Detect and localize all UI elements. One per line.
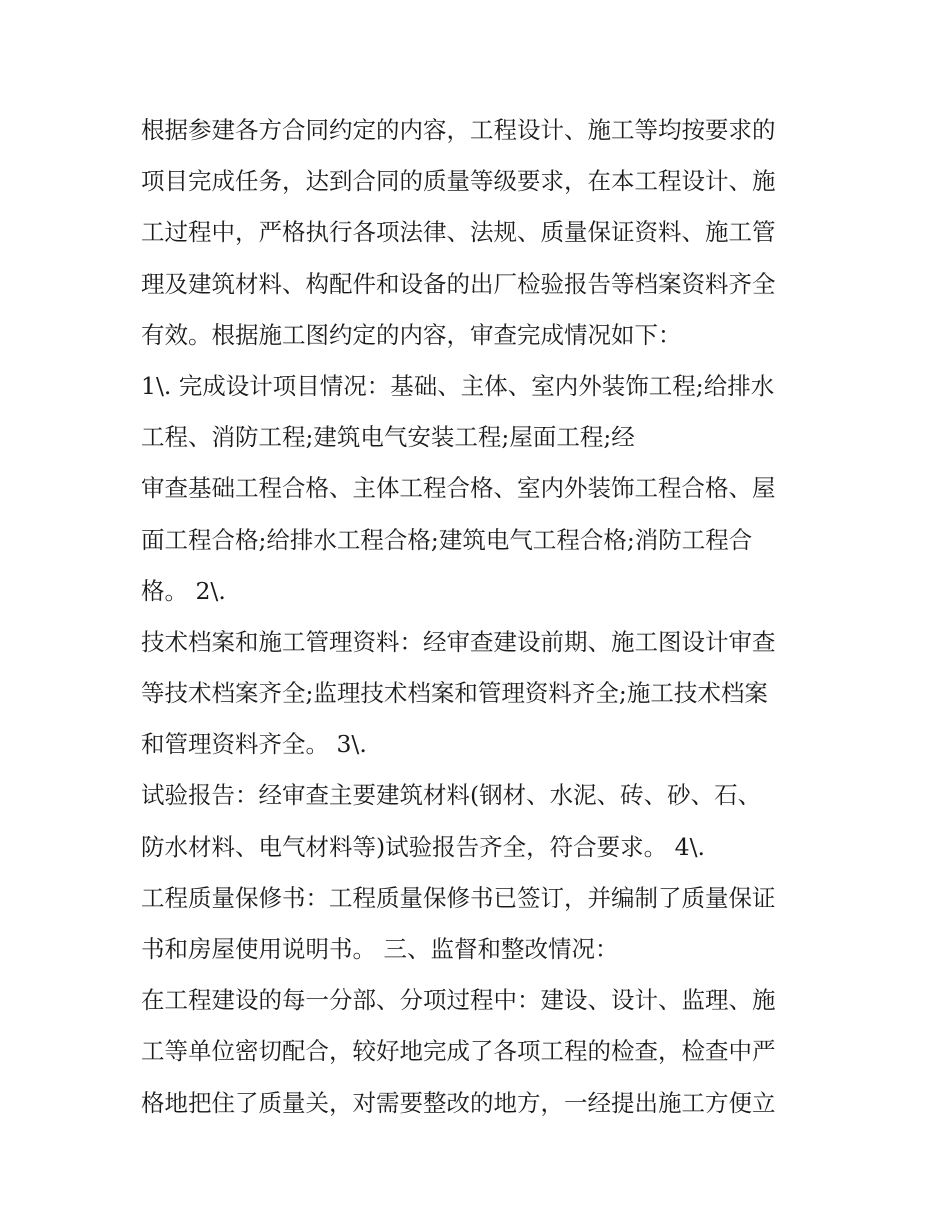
text-line-20: 格地把住了质量关，对需要整改的地方，一经提出施工方便立 bbox=[141, 1088, 776, 1117]
text-line-12: 等技术档案齐全;监理技术档案和管理资料齐全;施工技术档案 bbox=[141, 679, 768, 708]
text-line-4: 理及建筑材料、构配件和设备的出厂检验报告等档案资料齐全 bbox=[141, 269, 776, 298]
text-line-11: 技术档案和施工管理资料：经审查建设前期、施工图设计审查 bbox=[141, 627, 776, 656]
text-line-14: 试验报告：经审查主要建筑材料(钢材、水泥、砖、砂、石、 bbox=[141, 781, 762, 810]
text-line-9: 面工程合格;给排水工程合格;建筑电气工程合格;消防工程合 bbox=[141, 525, 753, 554]
text-line-3: 工过程中，严格执行各项法律、法规、质量保证资料、施工管 bbox=[141, 218, 776, 247]
text-line-2: 项目完成任务，达到合同的质量等级要求，在本工程设计、施 bbox=[141, 167, 776, 196]
text-line-8: 审查基础工程合格、主体工程合格、室内外装饰工程合格、屋 bbox=[141, 474, 776, 503]
text-line-19: 工等单位密切配合，较好地完成了各项工程的检查，检查中严 bbox=[141, 1037, 776, 1066]
document-body bbox=[141, 105, 821, 1129]
text-line-10: 格。 2\. bbox=[141, 576, 226, 605]
text-line-15: 防水材料、电气材料等)试验报告齐全，符合要求。 4\. bbox=[141, 832, 705, 861]
text-line-18: 在工程建设的每一分部、分项过程中：建设、设计、监理、施 bbox=[141, 986, 776, 1015]
text-line-17: 书和房屋使用说明书。 三、监督和整改情况： bbox=[141, 935, 619, 963]
text-line-13: 和管理资料齐全。 3\. bbox=[141, 730, 367, 759]
text-line-16: 工程质量保修书：工程质量保修书已签订，并编制了质量保证 bbox=[141, 883, 776, 912]
text-line-1: 根据参建各方合同约定的内容，工程设计、施工等均按要求的 bbox=[141, 116, 776, 144]
text-line-6: 1\. 完成设计项目情况：基础、主体、室内外装饰工程;给排水 bbox=[141, 371, 775, 400]
text-line-7: 工程、消防工程;建筑电气安装工程;屋面工程;经 bbox=[141, 423, 635, 452]
text-line-5: 有效。根据施工图约定的内容，审查完成情况如下： bbox=[141, 320, 682, 349]
